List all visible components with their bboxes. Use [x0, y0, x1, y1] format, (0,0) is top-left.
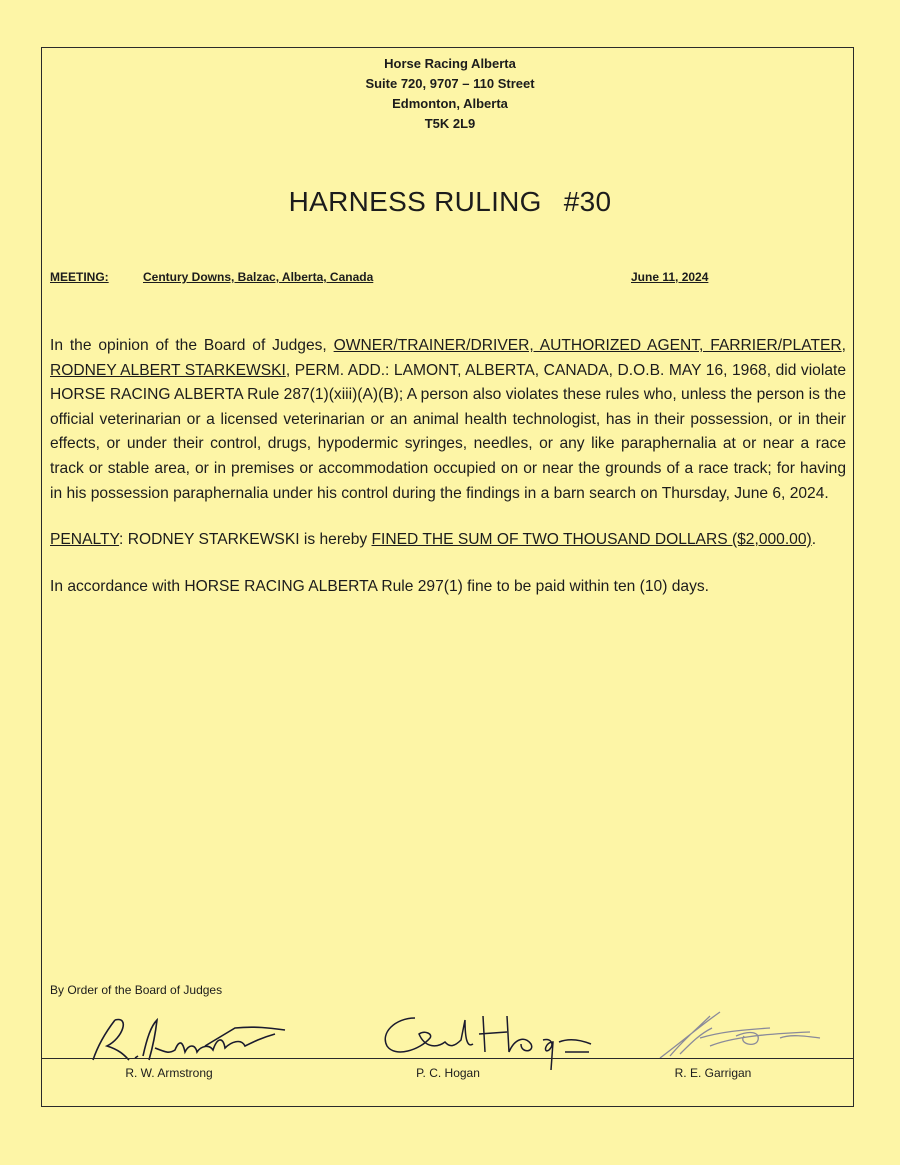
ruling-title-text: HARNESS RULING — [288, 186, 542, 217]
violation-details: , PERM. ADD.: LAMONT, ALBERTA, CANADA, D.O.B. MAY 16, 1968, did violate HORSE RACING ALBERTA Rule 287(1)(xiii)(A)(B); A person also violates these rules who, unless the person is the official veterinarian or a licensed veterinarian or an animal health technologist, has in their possession, or in their effects, or under their control, drugs, hypodermic syringes, needles, or any like paraphernalia at or near a race track or stable area, or in premises or accommodation occupied on or near the grounds of a race track; for having in his possession paraphernalia under his control during the findings in a barn search on Thursday, June 6, 2024. — [50, 361, 846, 502]
payment-paragraph: In accordance with HORSE RACING ALBERTA Rule 297(1) fine to be paid within ten (10) days. — [50, 577, 710, 595]
penalty-end: . — [811, 531, 817, 549]
meeting-row — [50, 270, 850, 286]
signature-garrigan — [640, 1008, 840, 1070]
org-address-line: Suite 720, 9707 – 110 Street — [365, 76, 535, 91]
org-postal-code: T5K 2L9 — [424, 116, 476, 131]
penalty-fine: FINED THE SUM OF TWO THOUSAND DOLLARS ($2,000.00) — [371, 531, 812, 549]
penalty-paragraph — [50, 528, 846, 553]
licensee-name: RODNEY ALBERT STARKEWSKI — [50, 361, 286, 379]
org-name: Horse Racing Alberta — [384, 56, 516, 71]
judge-name-garrigan: R. E. Garrigan — [674, 1066, 752, 1080]
order-statement: By Order of the Board of Judges — [50, 983, 223, 997]
signature-armstrong — [85, 1008, 295, 1070]
ruling-number: #30 — [563, 186, 612, 217]
judge-name-armstrong: R. W. Armstrong — [125, 1066, 213, 1080]
meeting-date: June 11, 2024 — [631, 270, 709, 284]
signature-block — [0, 1008, 900, 1088]
letterhead — [0, 54, 900, 134]
separator-text: , — [841, 337, 846, 354]
ruling-title — [0, 186, 900, 218]
meeting-venue: Century Downs, Balzac, Alberta, Canada — [143, 270, 374, 284]
ruling-body — [50, 334, 846, 599]
org-city: Edmonton, Alberta — [392, 96, 508, 111]
meeting-label: MEETING: — [50, 270, 109, 284]
judge-name-hogan: P. C. Hogan — [416, 1066, 480, 1080]
signature-line — [41, 1058, 854, 1059]
license-roles: OWNER/TRAINER/DRIVER, AUTHORIZED AGENT, FARRIER/PLATER — [333, 337, 842, 354]
penalty-label: PENALTY — [50, 531, 120, 549]
penalty-intro: : RODNEY STARKEWSKI is hereby — [119, 531, 372, 549]
violation-paragraph — [50, 334, 846, 506]
violation-intro: In the opinion of the Board of Judges, — [50, 337, 334, 354]
